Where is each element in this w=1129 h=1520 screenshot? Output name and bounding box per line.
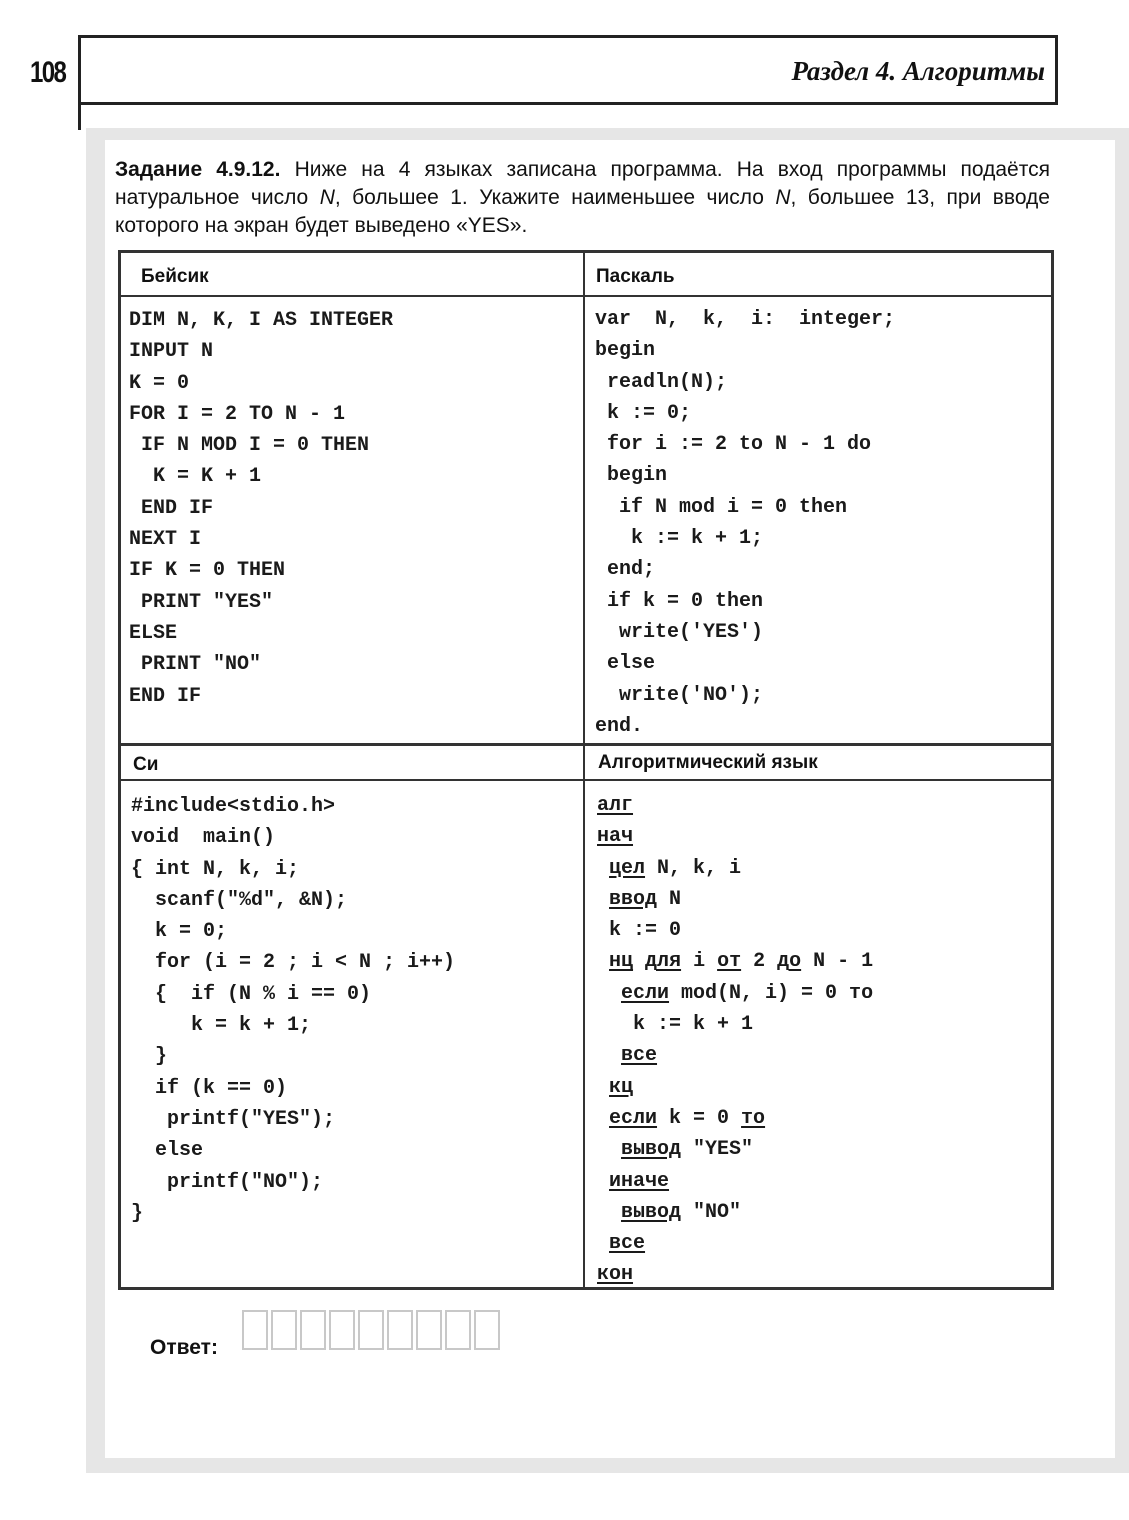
code-line	[597, 1259, 873, 1290]
algo-code	[597, 790, 873, 1291]
code-line: NEXT I	[129, 528, 202, 552]
code-line	[597, 1103, 873, 1134]
code-line: void main()	[131, 826, 276, 850]
code-line: #include<stdio.h>	[131, 795, 336, 818]
code-table	[118, 250, 1054, 1290]
keyword: все	[609, 1232, 646, 1256]
code-token	[597, 1138, 621, 1161]
code-line: FOR I = 2 TO N - 1	[129, 402, 346, 426]
code-line: { int N, k, i;	[131, 857, 300, 881]
answer-cell[interactable]	[387, 1310, 413, 1350]
answer-cell[interactable]	[329, 1310, 355, 1350]
code-token: N	[657, 887, 682, 911]
keyword: алг	[597, 794, 634, 817]
pascal-code	[595, 304, 895, 742]
code-line: else	[131, 1139, 204, 1163]
code-token	[597, 857, 609, 880]
code-line	[597, 884, 873, 915]
code-token: N, k, i	[645, 856, 742, 880]
code-line: scanf("%d", &N);	[131, 888, 348, 912]
code-line	[597, 1197, 873, 1228]
header-row-divider	[121, 295, 1051, 297]
code-line: IF K = 0 THEN	[129, 559, 286, 583]
code-line: end;	[595, 558, 656, 582]
code-line: if (k == 0)	[131, 1076, 288, 1100]
code-line: else	[595, 652, 656, 676]
pascal-title: Паскаль	[596, 266, 675, 287]
code-line: }	[131, 1201, 144, 1225]
basic-code	[129, 305, 393, 712]
code-token: mod(N, i) = 0 то	[669, 981, 874, 1005]
code-line: { if (N % i == 0)	[131, 982, 372, 1006]
keyword: нц	[609, 950, 634, 974]
keyword: ввод	[609, 887, 658, 911]
keyword: вывод	[621, 1138, 682, 1162]
code-line: IF N MOD I = 0 THEN	[129, 434, 370, 458]
code-line: END IF	[129, 496, 214, 520]
answer-cell[interactable]	[358, 1310, 384, 1350]
answer-field[interactable]	[242, 1310, 503, 1352]
task-var-1: N	[319, 186, 335, 209]
code-token	[597, 982, 621, 1005]
keyword: от	[717, 950, 742, 974]
code-line	[597, 1072, 873, 1103]
code-line	[597, 790, 873, 821]
code-line	[597, 1040, 873, 1071]
code-line	[597, 946, 873, 977]
keyword: если	[621, 981, 670, 1005]
code-token: i	[681, 950, 718, 974]
keyword: до	[777, 950, 802, 974]
keyword: нач	[597, 825, 634, 849]
keyword: все	[621, 1044, 658, 1068]
answer-cell[interactable]	[271, 1310, 297, 1350]
page-number: 108	[30, 56, 66, 89]
keyword: кц	[609, 1075, 634, 1099]
code-token: N - 1	[801, 950, 874, 974]
c-title: Си	[133, 754, 159, 775]
code-token	[597, 1076, 609, 1099]
answer-cell[interactable]	[445, 1310, 471, 1350]
code-line	[597, 821, 873, 852]
code-line: write('NO');	[595, 683, 764, 707]
code-line	[597, 978, 873, 1009]
basic-title: Бейсик	[141, 266, 209, 287]
keyword: если	[609, 1106, 658, 1130]
code-line	[597, 915, 873, 946]
header-divider	[78, 105, 81, 130]
code-line: k = k + 1;	[131, 1014, 312, 1038]
answer-cell[interactable]	[242, 1310, 268, 1350]
code-line: for i := 2 to N - 1 do	[595, 433, 872, 457]
section-row-divider	[121, 743, 1051, 746]
code-line: write('YES')	[595, 620, 764, 644]
code-line: if N mod i = 0 then	[595, 495, 848, 519]
code-token: "NO"	[681, 1200, 742, 1224]
code-token: 2	[741, 950, 778, 974]
answer-cell[interactable]	[474, 1310, 500, 1350]
code-token: k := 0	[597, 919, 682, 943]
code-line: begin	[595, 464, 668, 488]
code-token	[597, 1044, 621, 1067]
code-line: k := k + 1;	[595, 527, 764, 551]
code-line	[597, 1166, 873, 1197]
code-token	[597, 950, 609, 973]
code-line: printf("YES");	[131, 1107, 336, 1131]
section-title: Раздел 4. Алгоритмы	[791, 56, 1045, 86]
code-line: K = K + 1	[129, 465, 262, 489]
code-line: INPUT N	[129, 340, 214, 364]
answer-cell[interactable]	[300, 1310, 326, 1350]
code-line	[597, 853, 873, 884]
task-var-2: N	[775, 186, 791, 209]
task-label: Задание 4.9.12.	[115, 158, 281, 181]
code-line: }	[131, 1045, 168, 1069]
code-token	[633, 950, 645, 973]
keyword: вывод	[621, 1200, 682, 1224]
task-text-2: , большее 1. Укажите наименьшее число	[334, 186, 776, 209]
code-token	[597, 1232, 609, 1255]
code-line: if k = 0 then	[595, 589, 764, 613]
keyword: то	[741, 1106, 766, 1130]
code-line: K = 0	[129, 371, 190, 395]
keyword: иначе	[609, 1169, 670, 1193]
code-line: PRINT "NO"	[129, 653, 262, 677]
code-line: readln(N);	[595, 370, 728, 394]
code-line	[597, 1009, 873, 1040]
section-header	[78, 35, 1058, 105]
code-line: END IF	[129, 684, 202, 708]
task-text-1: Ниже на 4 языках записана программа. На вход программы подаётся натуральное число	[115, 158, 1050, 209]
answer-cell[interactable]	[416, 1310, 442, 1350]
code-line: k = 0;	[131, 920, 228, 944]
keyword: для	[645, 950, 682, 974]
code-line: end.	[595, 714, 644, 738]
code-token: "YES"	[681, 1138, 754, 1162]
answer-label: Ответ:	[150, 1336, 218, 1359]
column-divider	[583, 253, 585, 1287]
task-statement	[115, 156, 1050, 240]
code-token	[597, 888, 609, 911]
code-line: var N, k, i: integer;	[595, 308, 896, 331]
code-line: ELSE	[129, 621, 178, 645]
code-line: printf("NO");	[131, 1170, 324, 1194]
code-token: k = 0	[657, 1106, 742, 1130]
code-line: begin	[595, 339, 656, 363]
code-line: for (i = 2 ; i < N ; i++)	[131, 951, 456, 975]
keyword: цел	[609, 856, 646, 880]
code-line: PRINT "YES"	[129, 590, 274, 614]
code-token	[597, 1107, 609, 1130]
code-token	[597, 1201, 621, 1224]
task-text-3: , большее 13, при вводе которого на экран будет выведено «YES».	[115, 186, 1050, 237]
code-line: k := 0;	[595, 401, 692, 425]
code-line: DIM N, K, I AS INTEGER	[129, 309, 394, 332]
lower-header-divider	[121, 779, 1051, 781]
keyword: кон	[597, 1263, 634, 1287]
code-line	[597, 1134, 873, 1165]
code-line	[597, 1228, 873, 1259]
code-token: k := k + 1	[597, 1013, 754, 1037]
algo-title: Алгоритмический язык	[598, 752, 818, 773]
code-token	[597, 1170, 609, 1193]
c-code	[131, 791, 455, 1229]
